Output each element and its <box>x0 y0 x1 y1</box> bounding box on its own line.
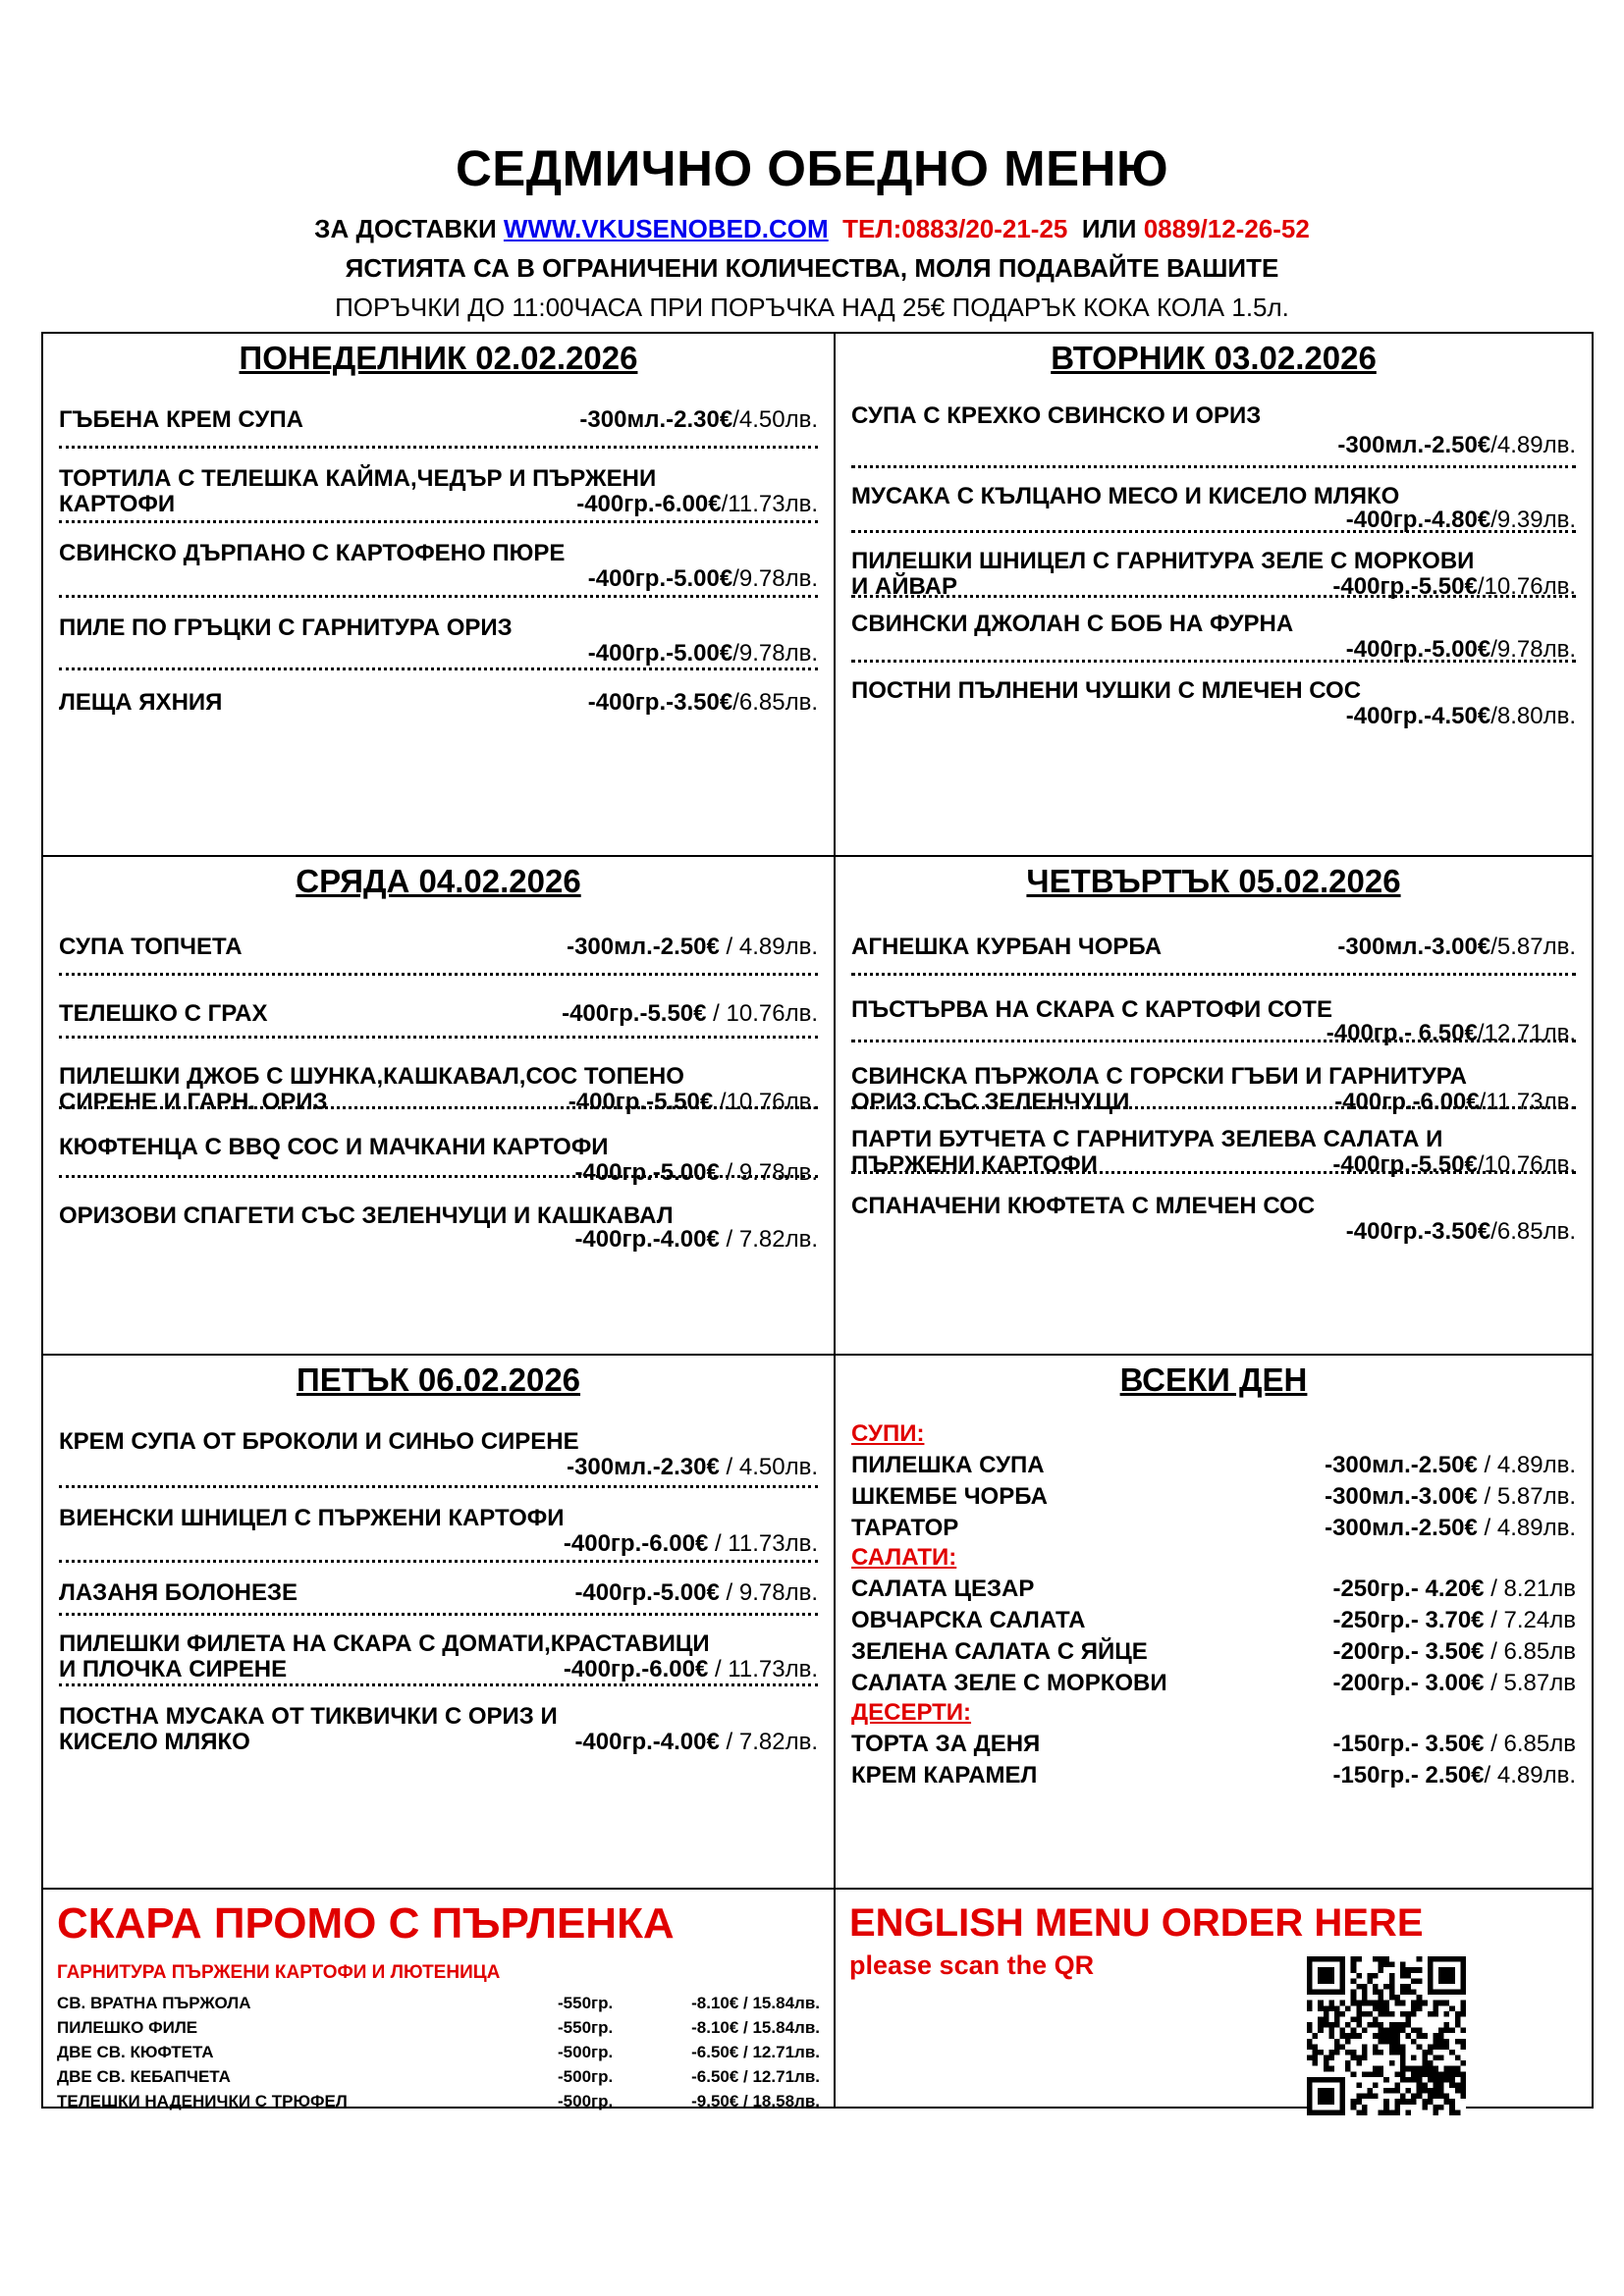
price-euro: -300мл.-3.00€ <box>1337 934 1491 960</box>
price-euro: -400гр.-3.50€ <box>1345 1218 1491 1245</box>
english-menu-subtitle: please scan the QR <box>849 1950 1095 1980</box>
menu-item-name-line: ПЪРЖЕНИ КАРТОФИ <box>851 1151 1098 1178</box>
english-menu-section <box>836 1890 1592 2107</box>
menu-item-name-line: ТОРТИЛА С ТЕЛЕШКА КАЙМА,ЧЕДЪР И ПЪРЖЕНИ <box>59 465 657 492</box>
price-leva: /4.50лв. <box>732 406 818 433</box>
price-euro: -300мл.-2.30€ <box>579 406 733 433</box>
menu-item-name-line: И ПЛОЧКА СИРЕНЕ <box>59 1656 288 1682</box>
every-day-item <box>851 1605 1576 1636</box>
day-title: ПЕТЪК 06.02.2026 <box>296 1362 581 1398</box>
delivery-prefix: ЗА ДОСТАВКИ <box>314 214 504 243</box>
price-euro: -400гр.-6.00€ <box>563 1656 709 1682</box>
notice-line-2: ПОРЪЧКИ ДО 11:00ЧАСА ПРИ ПОРЪЧКА НАД 25€ ПОДАРЪК КОКА КОЛА 1.5л. <box>335 293 1289 322</box>
promo-item-grams: -500гр. <box>558 2092 614 2110</box>
dotted-separator <box>59 1678 818 1686</box>
delivery-line <box>0 214 1624 244</box>
item-name: КРЕМ КАРАМЕЛ <box>851 1762 1038 1789</box>
every-day-section <box>836 1356 1592 1888</box>
menu-item-name-line: ГЪБЕНА КРЕМ СУПА <box>59 406 303 433</box>
menu-item-price <box>851 699 1576 734</box>
dotted-separator <box>851 967 1576 976</box>
menu-item-name-line: ТЕЛЕШКО С ГРАХ <box>59 1000 268 1027</box>
price-leva: /9.78лв. <box>732 565 818 592</box>
menu-item-name-line: СВИНСКИ ДЖОЛАН С БОБ НА ФУРНА <box>851 611 1294 637</box>
price-leva: / 4.89лв. <box>1484 1762 1576 1789</box>
price-euro: -400гр.- 6.50€ <box>1326 1020 1478 1046</box>
menu-item-price <box>851 930 1576 965</box>
menu-item-name-line: СВИНСКО ДЪРПАНО С КАРТОФЕНО ПЮРЕ <box>59 540 566 566</box>
or-label: ИЛИ <box>1081 214 1137 243</box>
menu-item-name-line: КЮФТЕНЦА С BBQ СОС И МАЧКАНИ КАРТОФИ <box>59 1134 609 1160</box>
day-tuesday <box>836 334 1592 855</box>
day-title: ПОНЕДЕЛНИК 02.02.2026 <box>239 340 638 376</box>
promo-item-grams: -550гр. <box>558 1994 614 2012</box>
day-title: СРЯДА 04.02.2026 <box>296 863 581 899</box>
promo-item-price: -8.10€ / 15.84лв. <box>691 1994 820 2012</box>
price-leva: / 5.87лв. <box>1477 1483 1576 1510</box>
price-euro: -250гр.- 3.70€ <box>1332 1607 1485 1633</box>
promo-subtitle: ГАРНИТУРА ПЪРЖЕНИ КАРТОФИ И ЛЮТЕНИЦА <box>57 1962 501 1983</box>
price-leva: /10.76лв. <box>1477 573 1576 600</box>
price-euro: -300мл.-2.50€ <box>1325 1515 1478 1541</box>
menu-item-name-line: СВИНСКА ПЪРЖОЛА С ГОРСКИ ГЪБИ И ГАРНИТУРА <box>851 1063 1467 1090</box>
price-euro: -400гр.-5.00€ <box>587 565 733 592</box>
menu-item-name-line: ОРИЗОВИ СПАГЕТИ СЪС ЗЕЛЕНЧУЦИ И КАШКАВАЛ <box>59 1202 674 1229</box>
price-euro: -400гр.-5.00€ <box>574 1159 720 1186</box>
promo-item <box>57 1992 820 2015</box>
menu-item-name-line: ОРИЗ СЪС ЗЕЛЕНЧУЦИ <box>851 1089 1130 1115</box>
item-name: ЗЕЛЕНА САЛАТА С ЯЙЦЕ <box>851 1638 1148 1665</box>
every-day-title: ВСЕКИ ДЕН <box>1119 1362 1308 1398</box>
dotted-separator <box>851 654 1576 663</box>
price-leva: /11.73лв. <box>1479 1089 1576 1115</box>
menu-item-name-line: ПИЛЕШКИ ШНИЦЕЛ С ГАРНИТУРА ЗЕЛЕ С МОРКОВИ <box>851 548 1475 574</box>
menu-item-price <box>59 1725 818 1760</box>
price-leva: /6.85лв. <box>732 689 818 716</box>
price-leva: / 7.82лв. <box>719 1729 818 1755</box>
promo-item-price: -9.50€ / 18.58лв. <box>691 2092 820 2110</box>
price-leva: / 7.82лв. <box>719 1226 818 1253</box>
phone-2[interactable]: 0889/12-26-52 <box>1143 214 1310 243</box>
menu-item-name-line: ПАРТИ БУТЧЕТА С ГАРНИТУРА ЗЕЛЕВА САЛАТА И <box>851 1126 1443 1152</box>
every-day-item <box>851 1760 1576 1791</box>
price-euro: -400гр.-5.00€ <box>1345 636 1491 663</box>
menu-item-price <box>851 569 1576 605</box>
price-leva: / 4.89лв. <box>719 934 818 960</box>
dotted-separator <box>59 440 818 449</box>
notice-line-1: ЯСТИЯТА СА В ОГРАНИЧЕНИ КОЛИЧЕСТВА, МОЛЯ ПОДАВАЙТЕ ВАШИТЕ <box>345 253 1279 283</box>
item-name: САЛАТА ЗЕЛЕ С МОРКОВИ <box>851 1670 1167 1696</box>
item-name: ТОРТА ЗА ДЕНЯ <box>851 1731 1041 1757</box>
phone-1[interactable]: ТЕЛ:0883/20-21-25 <box>842 214 1068 243</box>
price-leva: /9.78лв. <box>1490 636 1576 663</box>
day-title: ЧЕТВЪРТЪК 05.02.2026 <box>1026 863 1401 899</box>
every-day-item <box>851 1636 1576 1668</box>
price-euro: -400гр.-4.80€ <box>1345 507 1491 533</box>
dotted-separator <box>851 459 1576 468</box>
price-euro: -400гр.-4.00€ <box>574 1226 720 1253</box>
menu-item-name-line: ПИЛЕШКИ ФИЛЕТА НА СКАРА С ДОМАТИ,КРАСТАВИЦИ <box>59 1630 710 1657</box>
promo-item-name: ДВЕ СВ. КЕБАПЧЕТА <box>57 2067 231 2086</box>
promo-item <box>57 2090 820 2113</box>
page-title: СЕДМИЧНО ОБЕДНО МЕНЮ <box>455 140 1169 196</box>
price-leva: /6.85лв. <box>1490 1218 1576 1245</box>
menu-item-name-line: ПИЛЕШКИ ДЖОБ С ШУНКА,КАШКАВАЛ,СОС ТОПЕНО <box>59 1063 684 1090</box>
price-leva: / 4.89лв. <box>1477 1452 1576 1478</box>
price-euro: -400гр.-5.00€ <box>587 640 733 667</box>
menu-item-name-line: КИСЕЛО МЛЯКО <box>59 1729 250 1755</box>
every-day-item <box>851 1513 1576 1544</box>
price-euro: -300мл.-2.50€ <box>567 934 720 960</box>
promo-title: СКАРА ПРОМО С ПЪРЛЕНКА <box>57 1899 675 1948</box>
menu-item-name-line: КРЕМ СУПА ОТ БРОКОЛИ И СИНЬО СИРЕНЕ <box>59 1428 579 1455</box>
price-euro: -300мл.-3.00€ <box>1325 1483 1478 1510</box>
dotted-separator <box>59 1607 818 1616</box>
soups-heading: СУПИ: <box>851 1420 925 1447</box>
menu-item-price <box>851 428 1576 463</box>
price-leva: / 6.85лв <box>1484 1638 1576 1665</box>
menu-item-price <box>59 996 818 1032</box>
dotted-separator <box>59 1030 818 1039</box>
price-euro: -400гр.-5.50€ <box>562 1000 707 1027</box>
every-day-item <box>851 1574 1576 1605</box>
price-euro: -300мл.-2.50€ <box>1325 1452 1478 1478</box>
dotted-separator <box>851 1034 1576 1042</box>
price-euro: -300мл.-2.50€ <box>1337 432 1491 458</box>
price-leva: / 4.89лв. <box>1477 1515 1576 1541</box>
menu-item-name-line: ЛЕЩА ЯХНИЯ <box>59 689 223 716</box>
menu-item-name-line: МУСАКА С КЪЛЦАНО МЕСО И КИСЕЛО МЛЯКО <box>851 483 1400 509</box>
price-euro: -400гр.-5.50€ <box>1332 573 1478 600</box>
price-euro: -250гр.- 4.20€ <box>1332 1575 1485 1602</box>
website-link[interactable]: WWW.VKUSENOBED.COM <box>503 214 829 243</box>
price-euro: -200гр.- 3.50€ <box>1332 1638 1485 1665</box>
every-day-item <box>851 1481 1576 1513</box>
price-euro: -400гр.-4.00€ <box>574 1729 720 1755</box>
price-leva: / 5.87лв <box>1484 1670 1576 1696</box>
grill-promo-section <box>43 1890 834 2110</box>
price-euro: -400гр.-6.00€ <box>563 1530 709 1557</box>
dotted-separator <box>59 589 818 598</box>
menu-item-name-line: СУПА С КРЕХКО СВИНСКО И ОРИЗ <box>851 402 1262 429</box>
price-euro: -400гр.-6.00€ <box>1334 1089 1480 1115</box>
promo-item <box>57 2065 820 2089</box>
promo-item-price: -8.10€ / 15.84лв. <box>691 2018 820 2037</box>
price-euro: -150гр.- 3.50€ <box>1332 1731 1485 1757</box>
every-day-item <box>851 1668 1576 1699</box>
dotted-separator <box>59 967 818 976</box>
price-leva: / 4.50лв. <box>719 1454 818 1480</box>
menu-grid <box>41 332 1594 2109</box>
price-euro: -400гр.-4.50€ <box>1345 703 1491 729</box>
price-leva: /8.80лв. <box>1490 703 1576 729</box>
price-euro: -400гр.-5.00€ <box>574 1579 720 1606</box>
price-euro: -200гр.- 3.00€ <box>1332 1670 1485 1696</box>
price-leva: /10.76лв. <box>713 1089 818 1115</box>
menu-item-price <box>59 402 818 438</box>
promo-item-grams: -550гр. <box>558 2018 614 2037</box>
price-leva: /5.87лв. <box>1490 934 1576 960</box>
price-leva: / 8.21лв <box>1484 1575 1576 1602</box>
english-menu-title: ENGLISH MENU ORDER HERE <box>849 1901 1424 1945</box>
dotted-separator <box>59 1100 818 1109</box>
price-leva: / 9.78лв. <box>719 1159 818 1186</box>
menu-item-name-line: АГНЕШКА КУРБАН ЧОРБА <box>851 934 1163 960</box>
every-day-item <box>851 1729 1576 1760</box>
menu-item-name-line: ПОСТНИ ПЪЛНЕНИ ЧУШКИ С МЛЕЧЕН СОС <box>851 677 1362 704</box>
day-friday <box>43 1356 834 1888</box>
dotted-separator <box>851 589 1576 598</box>
menu-item-price <box>59 685 818 721</box>
menu-item-name-line: СПАНАЧЕНИ КЮФТЕТА С МЛЕЧЕН СОС <box>851 1193 1316 1219</box>
day-monday <box>43 334 834 855</box>
menu-item-name-line: ВИЕНСКИ ШНИЦЕЛ С ПЪРЖЕНИ КАРТОФИ <box>59 1505 565 1531</box>
promo-item-grams: -500гр. <box>558 2067 614 2086</box>
price-euro: -400гр.-5.50€ <box>1332 1151 1478 1178</box>
dotted-separator <box>59 1169 818 1178</box>
menu-item-price <box>59 930 818 965</box>
promo-item-name: ТЕЛЕШКИ НАДЕНИЧКИ С ТРЮФЕЛ <box>57 2092 348 2110</box>
dotted-separator <box>59 1554 818 1563</box>
price-euro: -400гр.-3.50€ <box>587 689 733 716</box>
menu-item-name-line: ПОСТНА МУСАКА ОТ ТИКВИЧКИ С ОРИЗ И <box>59 1703 558 1730</box>
price-leva: /11.73лв. <box>721 491 818 517</box>
promo-item <box>57 2041 820 2064</box>
price-euro: -300мл.-2.30€ <box>567 1454 720 1480</box>
day-title: ВТОРНИК 03.02.2026 <box>1051 340 1377 376</box>
menu-item-name-line: КАРТОФИ <box>59 491 176 517</box>
item-name: ПИЛЕШКА СУПА <box>851 1452 1045 1478</box>
promo-item-name: ПИЛЕШКО ФИЛЕ <box>57 2018 198 2037</box>
item-name: ШКЕМБЕ ЧОРБА <box>851 1483 1048 1510</box>
menu-item-price <box>59 1222 818 1257</box>
dotted-separator <box>59 1479 818 1488</box>
menu-item-name-line: ПИЛЕ ПО ГРЪЦКИ С ГАРНИТУРА ОРИЗ <box>59 614 513 641</box>
menu-item-name-line: СУПА ТОПЧЕТА <box>59 934 243 960</box>
menu-item-name-line: ПЪСТЪРВА НА СКАРА С КАРТОФИ СОТЕ <box>851 996 1332 1023</box>
salads-heading: САЛАТИ: <box>851 1544 957 1571</box>
item-name: ТАРАТОР <box>851 1515 959 1541</box>
menu-item-price <box>59 1575 818 1611</box>
promo-item-grams: -500гр. <box>558 2043 614 2061</box>
dotted-separator <box>59 514 818 523</box>
price-leva: /12.71лв. <box>1477 1020 1576 1046</box>
menu-item-name-line: ЛАЗАНЯ БОЛОНЕЗЕ <box>59 1579 298 1606</box>
day-wednesday <box>43 857 834 1354</box>
dotted-separator <box>59 662 818 670</box>
promo-item-price: -6.50€ / 12.71лв. <box>691 2067 820 2086</box>
price-euro: -400гр.-6.00€ <box>576 491 722 517</box>
price-leva: /9.39лв. <box>1490 507 1576 533</box>
dotted-separator <box>851 1100 1576 1109</box>
price-leva: /4.89лв. <box>1490 432 1576 458</box>
price-leva: / 6.85лв <box>1484 1731 1576 1757</box>
price-leva: / 10.76лв. <box>706 1000 818 1027</box>
dotted-separator <box>851 1165 1576 1174</box>
price-euro: -400гр.-5.50€ <box>568 1089 714 1115</box>
day-thursday <box>836 857 1592 1354</box>
price-leva: /9.78лв. <box>732 640 818 667</box>
price-leva: /10.76лв. <box>1477 1151 1576 1178</box>
promo-item <box>57 2016 820 2040</box>
promo-item-name: СВ. ВРАТНА ПЪРЖОЛА <box>57 1994 251 2012</box>
price-leva: / 11.73лв. <box>708 1656 818 1682</box>
price-leva: / 9.78лв. <box>719 1579 818 1606</box>
price-euro: -150гр.- 2.50€ <box>1332 1762 1485 1789</box>
price-leva: / 11.73лв. <box>708 1530 818 1557</box>
promo-item-price: -6.50€ / 12.71лв. <box>691 2043 820 2061</box>
item-name: САЛАТА ЦЕЗАР <box>851 1575 1035 1602</box>
price-leva: / 7.24лв <box>1484 1607 1576 1633</box>
qr-code-icon[interactable] <box>1307 1956 1466 2115</box>
item-name: ОВЧАРСКА САЛАТА <box>851 1607 1086 1633</box>
promo-item-name: ДВЕ СВ. КЮФТЕТА <box>57 2043 214 2061</box>
dotted-separator <box>851 524 1576 533</box>
every-day-item <box>851 1450 1576 1481</box>
menu-item-name-line: И АЙВАР <box>851 573 957 600</box>
menu-item-price <box>851 1214 1576 1250</box>
desserts-heading: ДЕСЕРТИ: <box>851 1699 972 1726</box>
menu-item-name-line: СИРЕНЕ И ГАРН. ОРИЗ <box>59 1089 328 1115</box>
